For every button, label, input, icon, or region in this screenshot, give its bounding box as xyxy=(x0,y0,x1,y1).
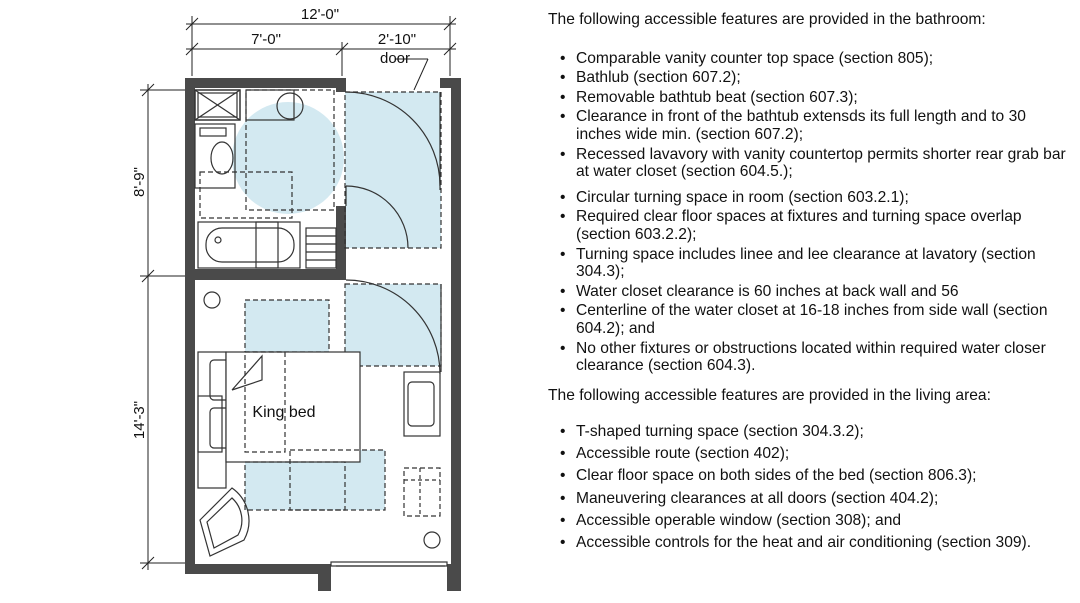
list-item: • Accessible route (section 402); xyxy=(560,445,790,463)
list-item: • T-shaped turning space (section 304.3.2); xyxy=(560,423,864,441)
living-heading: The following accessible features are provided in the living area: xyxy=(548,386,991,404)
door-width-label: 2'-10" xyxy=(377,31,417,48)
list-item: • Clearance in front of the bathtub extensds its full length and to 30 inches wide min. (section 607.2); xyxy=(560,108,1026,143)
list-item: • Turning space includes linee and lee clearance at lavatory (section 304.3); xyxy=(560,245,1036,281)
list-item: • Centerline of the water closet at 16-18 inches from side wall (section 604.2); and xyxy=(560,302,1048,337)
list-item: • Water closet clearance is 60 inches at back wall and 56 xyxy=(560,282,959,300)
dimension-lines-left xyxy=(140,84,186,570)
list-item: • Clear floor space on both sides of the bed (section 806.3); xyxy=(560,467,977,485)
list-item: • Required clear floor spaces at fixtures and turning space overlap (section 603.2.2); xyxy=(560,208,1022,243)
bed-label: King bed xyxy=(252,404,316,421)
bath-depth-label: 8'-9" xyxy=(131,167,148,197)
door-word-label: door xyxy=(379,50,411,67)
list-item: • Comparable vanity counter top space (section 805); xyxy=(560,49,934,67)
living-depth-label: 14'-3" xyxy=(131,400,148,440)
list-item: • Maneuvering clearances at all doors (section 404.2); xyxy=(560,489,939,507)
feature-notes xyxy=(548,11,1068,556)
list-item: • Removable bathtub beat (section 607.3); xyxy=(560,88,858,106)
list-item: • Accessible controls for the heat and air conditioning (section 309). xyxy=(560,533,1032,551)
list-item: • Recessed lavavory with vanity countertop permits shorter rear grab bar at water closet (section 604.5.); xyxy=(560,145,1066,181)
bathroom-heading: The following accessible features are provided in the bathroom: xyxy=(548,11,986,28)
list-item: • Circular turning space in room (section 603.2.1); xyxy=(560,188,909,206)
list-item: • No other fixtures or obstructions located within required water closer clearance (section 604.3). xyxy=(560,339,1046,375)
bath-width-label: 7'-0" xyxy=(251,31,281,48)
list-item: • Bathlub (section 607.2); xyxy=(560,69,741,87)
list-item: • Accessible operable window (section 308); and xyxy=(560,511,902,529)
bathroom-feature-list xyxy=(548,50,1068,375)
living-feature-list xyxy=(548,423,1068,551)
overall-width-label: 12'-0" xyxy=(300,6,340,23)
